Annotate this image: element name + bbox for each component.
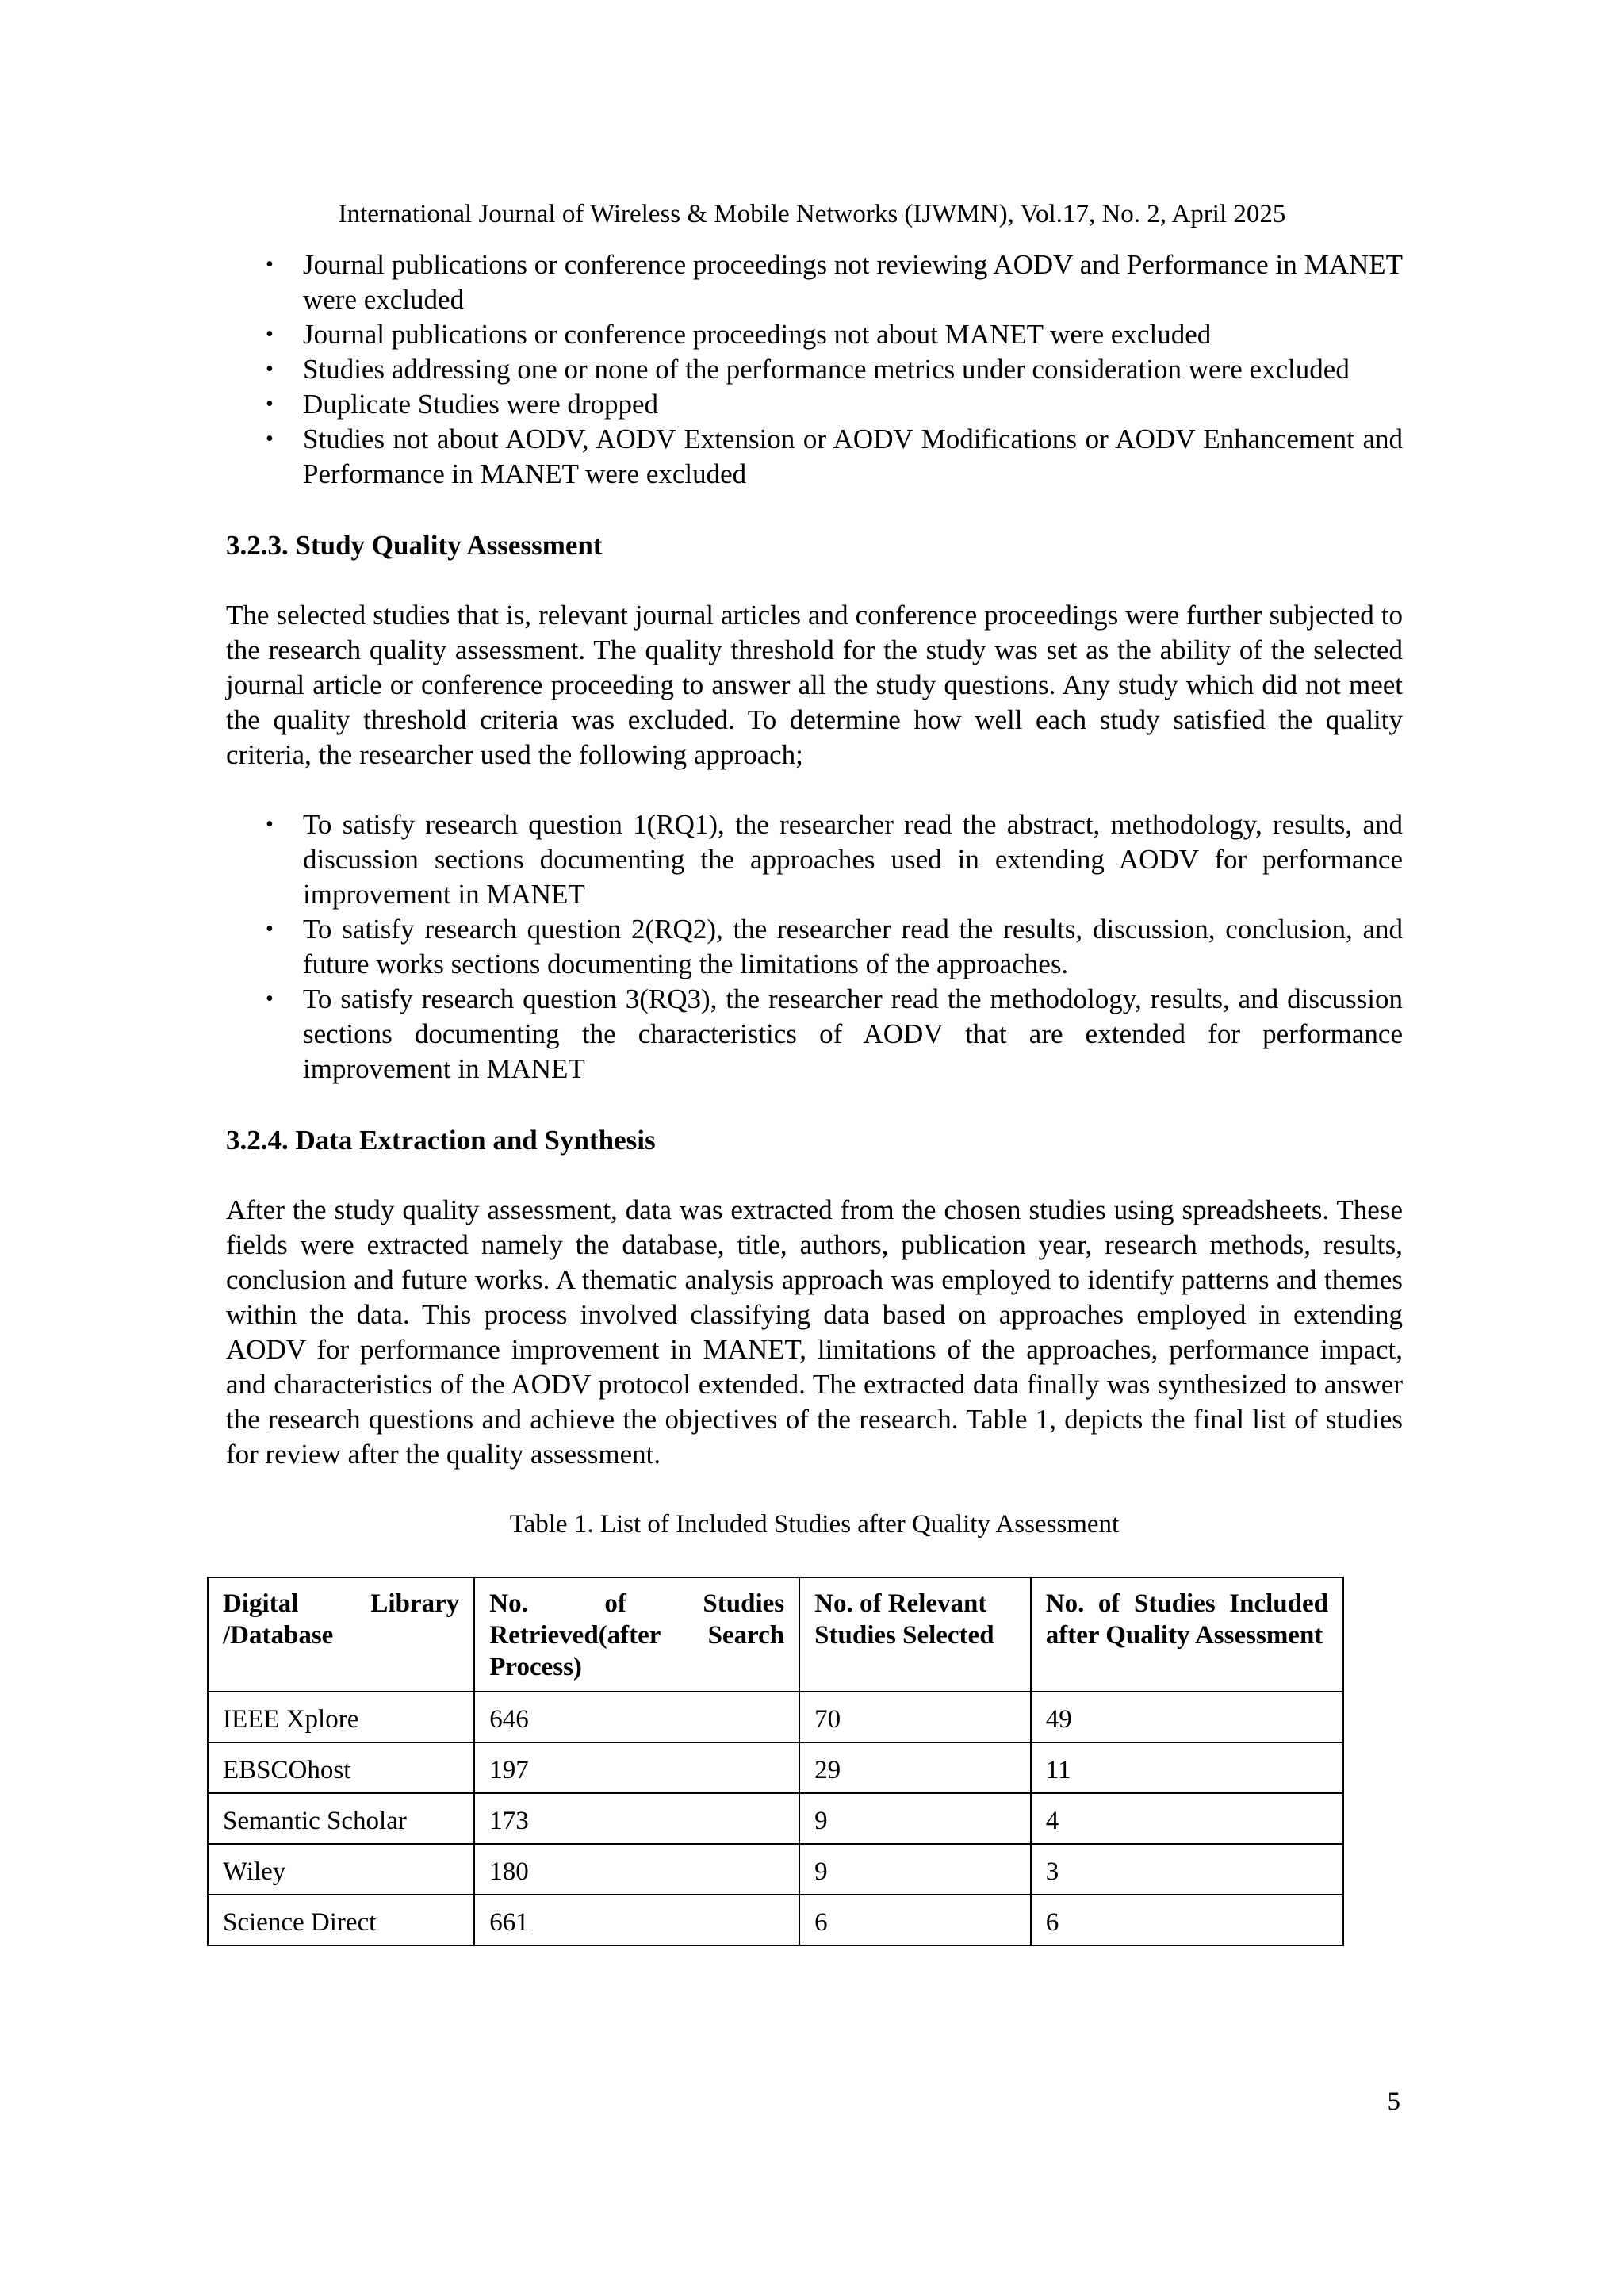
table-cell: 197 (474, 1742, 799, 1793)
column-header: No. of Studies Included after Quality Assessment (1031, 1577, 1343, 1692)
table-cell: IEEE Xplore (208, 1692, 474, 1742)
list-item: • To satisfy research question 2(RQ2), the researcher read the results, discussion, conclusion, and future works sections documenting the limitations of the approaches. (266, 914, 1403, 979)
table-row (208, 1844, 1343, 1895)
table-cell: 6 (1031, 1895, 1343, 1945)
page-number: 5 (1387, 2087, 1400, 2116)
table-cell: 180 (474, 1844, 799, 1895)
table-cell: 173 (474, 1793, 799, 1844)
list-item: • Journal publications or conference proceedings not reviewing AODV and Performance in MANET were excluded (266, 249, 1403, 315)
table-cell: 9 (799, 1844, 1031, 1895)
bullet-icon: • (266, 357, 274, 381)
table-caption: Table 1. List of Included Studies after Quality Assessment (509, 1510, 1120, 1539)
bullet-icon: • (266, 812, 274, 837)
table-cell: 9 (799, 1793, 1031, 1844)
column-header: No. of Studies Retrieved(after Search Process) (474, 1577, 799, 1692)
list-item: • Studies addressing one or none of the performance metrics under consideration were excluded (226, 352, 1403, 387)
list-item: • Studies not about AODV, AODV Extension or AODV Modifications or AODV Enhancement and Performance in MANET were excluded (266, 424, 1403, 489)
list-item: • To satisfy research question 3(RQ3), the researcher read the methodology, results, and discussion sections documenting the characteristics of AODV that are extended for performance improvement in MANET (266, 983, 1403, 1084)
table-row (208, 1895, 1343, 1945)
exclusion-criteria-list (226, 247, 1403, 492)
table-cell: 29 (799, 1742, 1031, 1793)
bullet-icon: • (266, 917, 274, 941)
list-item: • Journal publications or conference proceedings not about MANET were excluded (226, 317, 1403, 352)
column-header: No. of Relevant Studies Selected (799, 1577, 1031, 1692)
bullet-icon: • (266, 427, 274, 451)
table-cell: 4 (1031, 1793, 1343, 1844)
table-row (208, 1692, 1343, 1742)
table-cell: 49 (1031, 1692, 1343, 1742)
table-header-row (208, 1577, 1343, 1692)
section-heading-quality-assessment: 3.2.3. Study Quality Assessment (226, 530, 603, 561)
table-cell: Semantic Scholar (208, 1793, 474, 1844)
quality-assessment-paragraph: The selected studies that is, relevant journal articles and conference proceedings were further subjected to the research quality assessment. The quality threshold for the study was set as the ability of the selected journal article or conference proceeding to answer all the study questions. Any study which did not meet the quality threshold criteria was excluded. To determine how well each study satisfied the quality criteria, the researcher used the following approach; (226, 600, 1403, 770)
table-cell: 70 (799, 1692, 1031, 1742)
section-heading-data-extraction: 3.2.4. Data Extraction and Synthesis (226, 1125, 656, 1156)
table-cell: 661 (474, 1895, 799, 1945)
running-header: International Journal of Wireless & Mobile Networks (IJWMN), Vol.17, No. 2, April 2025 (338, 200, 1286, 228)
table-cell: 3 (1031, 1844, 1343, 1895)
data-extraction-paragraph: After the study quality assessment, data was extracted from the chosen studies using spreadsheets. These fields were extracted namely the database, title, authors, publication year, research methods, results, conclusion and future works. A thematic analysis approach was employed to identify patterns and themes within the data. This process involved classifying data based on approaches employed in extending AODV for performance improvement in MANET, limitations of the approaches, performance impact, and characteristics of the AODV protocol extended. The extracted data finally was synthesized to answer the research questions and achieve the objectives of the research. Table 1, depicts the final list of studies for review after the quality assessment. (226, 1194, 1403, 1470)
table-cell: 11 (1031, 1742, 1343, 1793)
table-cell: Science Direct (208, 1895, 474, 1945)
table-cell: EBSCOhost (208, 1742, 474, 1793)
bullet-icon: • (266, 322, 274, 347)
bullet-icon: • (266, 987, 274, 1011)
list-item: • To satisfy research question 1(RQ1), the researcher read the abstract, methodology, results, and discussion sections documenting the approaches used in extending AODV for performance improvement in MANET (266, 809, 1403, 910)
list-item: • Duplicate Studies were dropped (226, 387, 1403, 422)
included-studies-table (207, 1577, 1344, 1946)
table-row (208, 1793, 1343, 1844)
table-cell: 6 (799, 1895, 1031, 1945)
page-body (223, 247, 1403, 1946)
column-header: Digital Library /Database (208, 1577, 474, 1692)
bullet-icon: • (266, 392, 274, 416)
table-cell: Wiley (208, 1844, 474, 1895)
table-row (208, 1742, 1343, 1793)
quality-approach-list (226, 807, 1403, 1087)
table-cell: 646 (474, 1692, 799, 1742)
bullet-icon: • (266, 252, 274, 277)
